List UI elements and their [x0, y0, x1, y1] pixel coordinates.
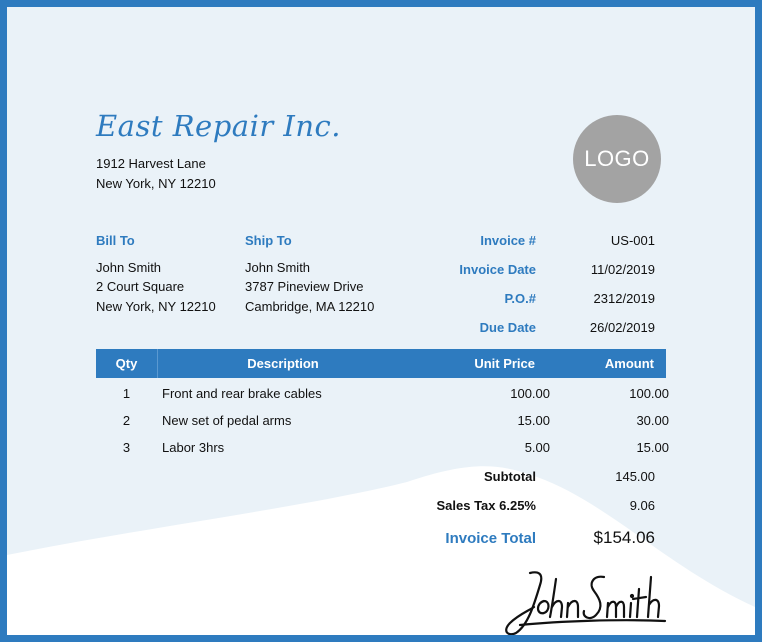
row-unit-price: 5.00	[524, 440, 550, 455]
table-row	[7, 386, 762, 406]
invoice-total-value: $154.06	[593, 528, 655, 547]
subtotal-value: 145.00	[615, 469, 655, 484]
signature	[500, 563, 670, 642]
sales-tax-label: Sales Tax 6.25%	[436, 498, 536, 513]
row-amount: 100.00	[629, 386, 669, 401]
table-row	[7, 440, 762, 460]
row-amount: 15.00	[636, 440, 669, 455]
due-date-value: 26/02/2019	[589, 320, 655, 335]
header-amount: Amount	[604, 356, 654, 371]
row-qty: 3	[122, 440, 131, 455]
bill-to-name: John Smith	[96, 260, 162, 275]
po-number-label: P.O.#	[504, 291, 536, 306]
row-unit-price: 15.00	[517, 413, 550, 428]
company-address-line2: New York, NY 12210	[96, 176, 216, 191]
ship-to-name: John Smith	[245, 260, 311, 275]
items-table-header	[96, 349, 666, 378]
row-description: Labor 3hrs	[162, 440, 225, 455]
header-qty: Qty	[115, 356, 138, 371]
invoice-number-label: Invoice #	[480, 233, 536, 248]
row-amount: 30.00	[636, 413, 669, 428]
company-address-line1: 1912 Harvest Lane	[96, 156, 206, 171]
bill-to-line2: New York, NY 12210	[96, 299, 216, 314]
sales-tax-value: 9.06	[629, 498, 655, 513]
row-description: New set of pedal arms	[162, 413, 292, 428]
row-unit-price: 100.00	[510, 386, 550, 401]
company-name: East Repair Inc.	[96, 109, 342, 143]
bill-to-line1: 2 Court Square	[96, 279, 185, 294]
header-unit-price: Unit Price	[474, 356, 535, 371]
ship-to-line1: 3787 Pineview Drive	[245, 279, 364, 294]
row-description: Front and rear brake cables	[162, 386, 322, 401]
subtotal-label: Subtotal	[484, 469, 536, 484]
invoice-number-value: US-001	[610, 233, 655, 248]
row-qty: 2	[122, 413, 131, 428]
po-number-value: 2312/2019	[593, 291, 655, 306]
due-date-label: Due Date	[479, 320, 536, 335]
table-row	[7, 413, 762, 433]
row-qty: 1	[122, 386, 131, 401]
header-description: Description	[247, 356, 319, 371]
invoice-date-value: 11/02/2019	[590, 262, 655, 277]
invoice-date-label: Invoice Date	[459, 262, 536, 277]
invoice-total-label: Invoice Total	[445, 530, 536, 547]
ship-to-heading: Ship To	[245, 233, 292, 248]
bill-to-heading: Bill To	[96, 233, 135, 248]
ship-to-line2: Cambridge, MA 12210	[245, 299, 375, 314]
company-logo: LOGO	[573, 115, 661, 203]
